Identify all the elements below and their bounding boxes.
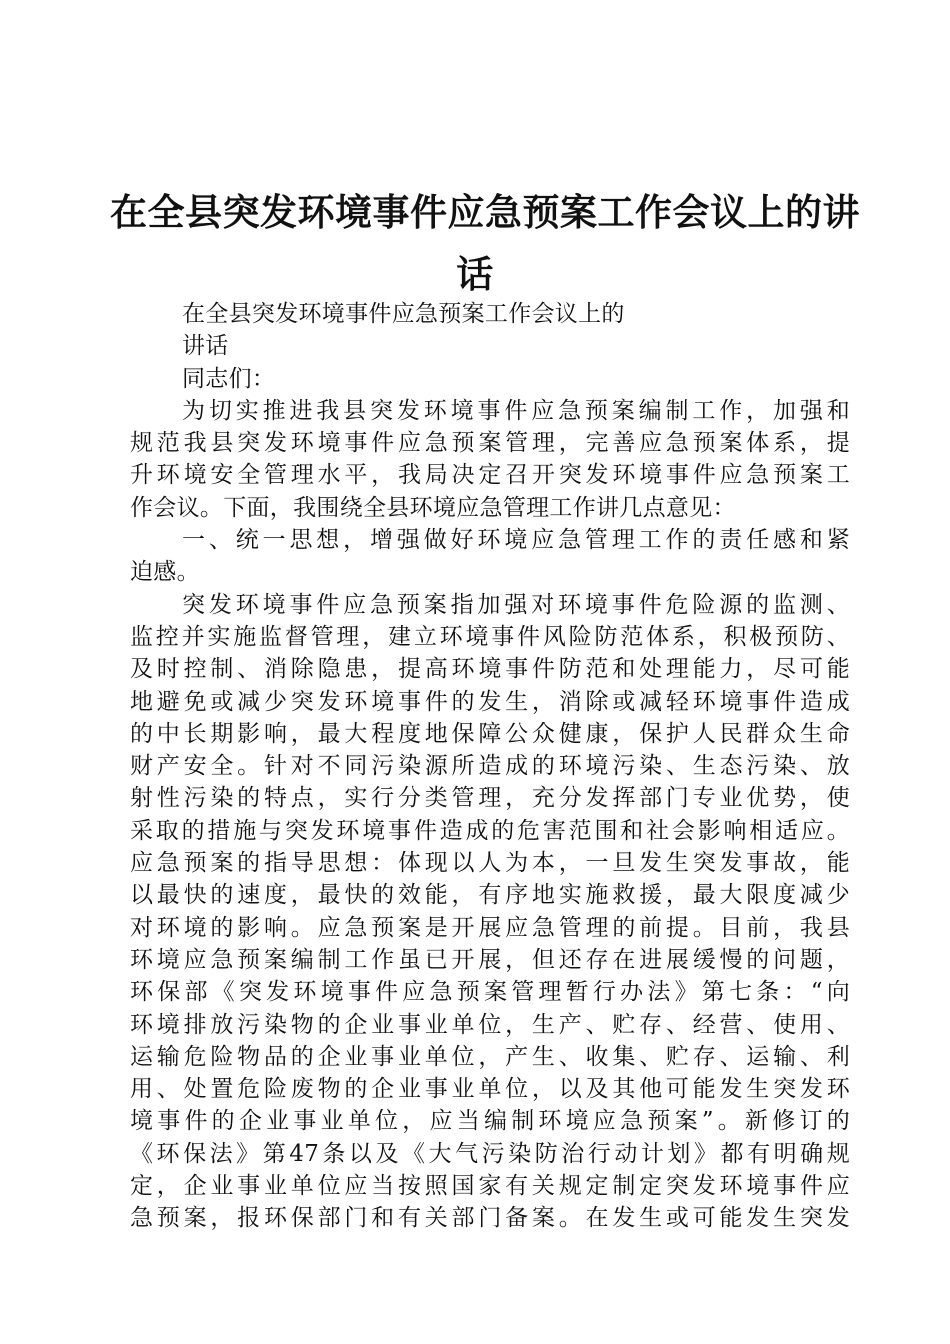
paragraph-line: 射性污染的特点，实行分类管理，充分发挥部门专业优势，使 [130, 785, 850, 812]
paragraph-line: 财产安全。针对不同污染源所造成的环境污染、生态污染、放 [130, 753, 850, 780]
title-line: 在全县突发环境事件应急预案工作会议上的讲 [110, 191, 860, 234]
paragraph-line: 突发环境事件应急预案指加强对环境事件危险源的监测、 [182, 591, 850, 618]
paragraph-line: 环境应急预案编制工作虽已开展，但还存在进展缓慢的问题， [130, 946, 850, 973]
title-line: 话 [456, 253, 494, 296]
heading-line: 一、统一思想，增强做好环境应急管理工作的责任感和紧 [182, 527, 850, 554]
section-body-paragraph [130, 589, 850, 1235]
paragraph-line: 急预案，报环保部门和有关部门备案。在发生或可能发生突发 [130, 1205, 850, 1232]
paragraph-line: 采取的措施与突发环境事件造成的危害范围和社会影响相适应。 [130, 817, 850, 844]
subtitle-line: 讲话 [182, 333, 229, 360]
heading-line: 迫感。 [130, 559, 200, 586]
subtitle-line: 在全县突发环境事件应急预案工作会议上的 [182, 301, 625, 327]
paragraph-line: 监控并实施监督管理，建立环境事件风险防范体系，积极预防、 [130, 623, 850, 650]
paragraph-line: 境事件的企业事业单位，应当编制环境应急预案”。新修订的 [130, 1108, 850, 1135]
paragraph-line: 环境排放污染物的企业事业单位，生产、贮存、经营、使用、 [130, 1011, 850, 1038]
subtitle [130, 298, 850, 363]
paragraph-line: 为切实推进我县突发环境事件应急预案编制工作，加强和 [182, 397, 850, 424]
salutation [130, 363, 850, 395]
paragraph-line: 作会议。下面，我围绕全县环境应急管理工作讲几点意见： [130, 494, 736, 521]
paragraph-line: 及时控制、消除隐患，提高环境事件防范和处理能力，尽可能 [130, 656, 850, 683]
paragraph-line: 对环境的影响。应急预案是开展应急管理的前提。目前，我县 [130, 914, 850, 941]
paragraph-line: 用、处置危险废物的企业事业单位，以及其他可能发生突发环 [130, 1076, 850, 1103]
paragraph-line: 运输危险物品的企业事业单位，产生、收集、贮存、运输、利 [130, 1043, 850, 1070]
paragraph-line: 应急预案的指导思想：体现以人为本，一旦发生突发事故，能 [130, 850, 850, 877]
paragraph-line: 定，企业事业单位应当按照国家有关规定制定突发环境事件应 [130, 1173, 850, 1200]
salutation-line: 同志们： [182, 365, 276, 392]
paragraph-line: 《环保法》第47条以及《大气污染防治行动计划》都有明确规 [130, 1140, 850, 1167]
paragraph-line: 升环境安全管理水平，我局决定召开突发环境事件应急预案工 [130, 462, 850, 489]
paragraph-line: 以最快的速度，最快的效能，有序地实施救援，最大限度减少 [130, 882, 850, 909]
document-body [130, 298, 850, 1235]
paragraph-line: 环保部《突发环境事件应急预案管理暂行办法》第七条：“向 [130, 979, 850, 1006]
paragraph-line: 的中长期影响，最大程度地保障公众健康，保护人民群众生命 [130, 720, 850, 747]
paragraph-line: 地避免或减少突发环境事件的发生，消除或减轻环境事件造成 [130, 688, 850, 715]
paragraph-line: 规范我县突发环境事件应急预案管理，完善应急预案体系，提 [130, 430, 850, 457]
section-heading [130, 524, 850, 589]
intro-paragraph [130, 395, 850, 524]
document-title [110, 182, 860, 306]
